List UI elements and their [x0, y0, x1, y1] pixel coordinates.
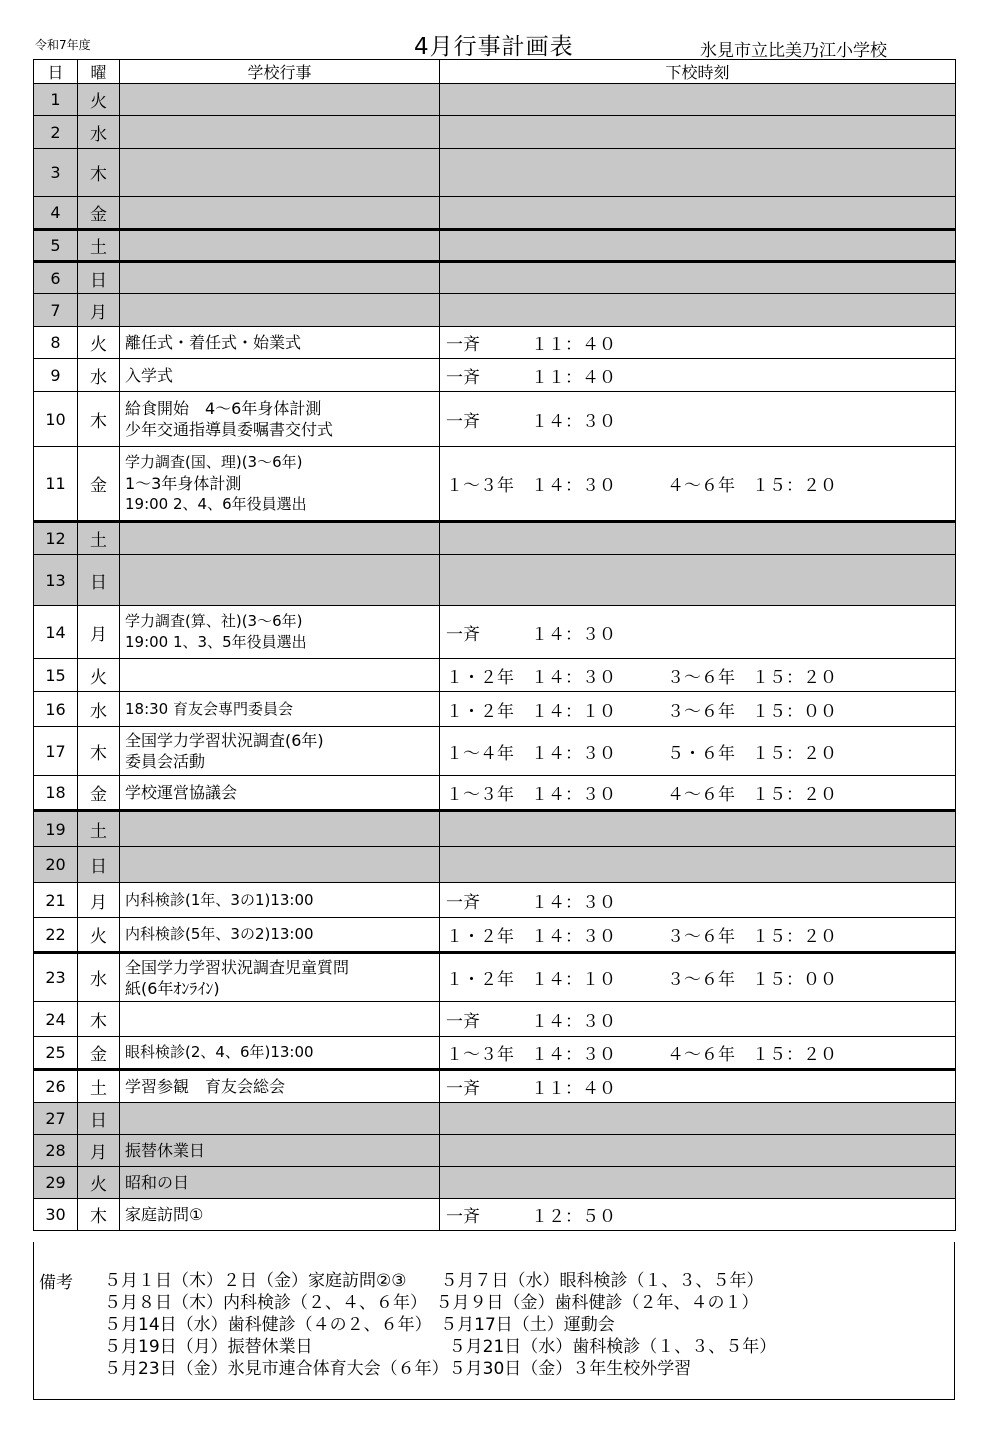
day-cell: 24 — [34, 1002, 78, 1037]
weekday-cell: 日 — [78, 555, 120, 606]
day-cell: 2 — [34, 116, 78, 149]
weekday-cell: 土 — [78, 230, 120, 262]
table-row — [34, 883, 956, 918]
day-cell: 7 — [34, 294, 78, 327]
table-row — [34, 847, 956, 883]
event-line: 18:30 育友会専門委員会 — [125, 699, 293, 718]
notes-line: ５月14日（水）歯科健診（４の２、６年） ５月17日（土）運動会 — [104, 1315, 615, 1335]
notes-line: ５月19日（月）振替休業日 ５月21日（水）歯科検診（１、３、５年） — [104, 1337, 777, 1357]
event-line: 昭和の日 — [125, 1173, 190, 1192]
table-row — [34, 1002, 956, 1037]
events-cell — [120, 1002, 440, 1037]
table-row — [34, 1135, 956, 1167]
day-cell: 30 — [34, 1199, 78, 1231]
events-cell — [120, 1037, 440, 1070]
dismissal-cell — [440, 847, 956, 883]
day-cell: 4 — [34, 197, 78, 230]
events-cell — [120, 606, 440, 659]
column-day: 日 — [34, 60, 78, 84]
day-cell: 21 — [34, 883, 78, 918]
events-cell — [120, 847, 440, 883]
events-cell — [120, 1103, 440, 1135]
event-line: 内科検診(1年、3の1)13:00 — [125, 890, 314, 909]
event-line: 19:00 2、4、6年役員選出 — [125, 495, 307, 513]
day-cell: 25 — [34, 1037, 78, 1070]
table-row — [34, 918, 956, 953]
weekday-cell: 火 — [78, 1167, 120, 1199]
dismissal-cell — [440, 84, 956, 116]
weekday-cell: 月 — [78, 606, 120, 659]
events-cell — [120, 953, 440, 1002]
dismissal-cell — [440, 262, 956, 294]
events-cell — [120, 197, 440, 230]
events-cell — [120, 1135, 440, 1167]
weekday-cell: 金 — [78, 197, 120, 230]
dismissal-cell — [440, 197, 956, 230]
dismissal-cell — [440, 149, 956, 197]
day-cell: 19 — [34, 811, 78, 847]
events-cell — [120, 1167, 440, 1199]
table-row — [34, 522, 956, 555]
table-row — [34, 727, 956, 776]
table-row — [34, 1167, 956, 1199]
day-cell: 26 — [34, 1070, 78, 1103]
table-row — [34, 327, 956, 359]
weekday-cell: 水 — [78, 953, 120, 1002]
table-row — [34, 606, 956, 659]
day-cell: 23 — [34, 953, 78, 1002]
dismissal-cell — [440, 555, 956, 606]
dismissal-cell: 一斉 １２：５０ — [440, 1199, 956, 1231]
day-cell: 13 — [34, 555, 78, 606]
dismissal-cell — [440, 1135, 956, 1167]
day-cell: 3 — [34, 149, 78, 197]
notes-label: 備考 — [39, 1273, 73, 1293]
notes-line: ５月23日（金）氷見市連合体育大会（６年）５月30日（金）３年生校外学習 — [104, 1359, 692, 1379]
table-row — [34, 776, 956, 811]
events-cell — [120, 883, 440, 918]
weekday-cell: 水 — [78, 359, 120, 392]
event-line: 紙(6年ｵﾝﾗｲﾝ) — [125, 978, 220, 998]
day-cell: 5 — [34, 230, 78, 262]
event-line: 離任式・着任式・始業式 — [125, 333, 302, 352]
page-title: 4月行事計画表 — [414, 34, 574, 60]
events-cell — [120, 327, 440, 359]
events-cell — [120, 84, 440, 116]
dismissal-cell — [440, 230, 956, 262]
events-cell — [120, 522, 440, 555]
weekday-cell: 木 — [78, 1199, 120, 1231]
table-row — [34, 84, 956, 116]
weekday-cell: 月 — [78, 1135, 120, 1167]
table-row — [34, 230, 956, 262]
day-cell: 1 — [34, 84, 78, 116]
event-line: 眼科検診(2、4、6年)13:00 — [125, 1043, 314, 1061]
table-row — [34, 692, 956, 727]
events-cell — [120, 116, 440, 149]
day-cell: 22 — [34, 918, 78, 953]
weekday-cell: 土 — [78, 811, 120, 847]
dismissal-cell: 一斉 １４：３０ — [440, 606, 956, 659]
dismissal-cell — [440, 1167, 956, 1199]
events-cell — [120, 447, 440, 522]
weekday-cell: 火 — [78, 84, 120, 116]
event-line: 給食開始 4～6年身体計測 — [125, 399, 322, 418]
events-cell — [120, 262, 440, 294]
day-cell: 18 — [34, 776, 78, 811]
schedule-table — [33, 59, 956, 1231]
dismissal-cell — [440, 1103, 956, 1135]
events-cell — [120, 727, 440, 776]
day-cell: 10 — [34, 392, 78, 447]
weekday-cell: 水 — [78, 116, 120, 149]
weekday-cell: 土 — [78, 522, 120, 555]
weekday-cell: 木 — [78, 1002, 120, 1037]
events-cell — [120, 918, 440, 953]
dismissal-cell: 一斉 １４：３０ — [440, 1002, 956, 1037]
document-header — [0, 0, 1007, 60]
event-line: 入学式 — [125, 365, 174, 385]
dismissal-cell: 一斉 １４：３０ — [440, 392, 956, 447]
table-row — [34, 149, 956, 197]
weekday-cell: 金 — [78, 776, 120, 811]
column-dismissal: 下校時刻 — [440, 60, 956, 84]
events-cell — [120, 659, 440, 692]
day-cell: 8 — [34, 327, 78, 359]
day-cell: 9 — [34, 359, 78, 392]
table-row — [34, 359, 956, 392]
table-row — [34, 197, 956, 230]
table-row — [34, 659, 956, 692]
weekday-cell: 木 — [78, 727, 120, 776]
events-cell — [120, 776, 440, 811]
event-line: 学力調査(算、社)(3～6年) — [125, 612, 303, 630]
events-cell — [120, 811, 440, 847]
day-cell: 15 — [34, 659, 78, 692]
table-row — [34, 116, 956, 149]
dismissal-cell — [440, 522, 956, 555]
table-row — [34, 555, 956, 606]
day-cell: 20 — [34, 847, 78, 883]
dismissal-cell: 一斉 １１：４０ — [440, 1070, 956, 1103]
table-row — [34, 392, 956, 447]
events-cell — [120, 149, 440, 197]
events-cell — [120, 1070, 440, 1103]
column-weekday: 曜 — [78, 60, 120, 84]
weekday-cell: 日 — [78, 262, 120, 294]
event-line: 振替休業日 — [125, 1141, 206, 1160]
dismissal-cell: １～３年 １４：３０ ４～６年 １５：２０ — [440, 447, 956, 522]
weekday-cell: 水 — [78, 692, 120, 727]
day-cell: 6 — [34, 262, 78, 294]
weekday-cell: 木 — [78, 149, 120, 197]
weekday-cell: 金 — [78, 447, 120, 522]
table-row — [34, 447, 956, 522]
table-row — [34, 1070, 956, 1103]
weekday-cell: 月 — [78, 294, 120, 327]
dismissal-cell: 一斉 １１：４０ — [440, 359, 956, 392]
event-line: 学力調査(国、理)(3～6年) — [125, 453, 303, 471]
notes-line: ５月１日（木）２日（金）家庭訪問②③ ５月７日（水）眼科検診（１、３、５年） — [104, 1271, 764, 1291]
event-line: 少年交通指導員委嘱書交付式 — [125, 420, 334, 439]
table-row — [34, 262, 956, 294]
notes-line: ５月８日（木）内科検診（２、４、６年） ５月９日（金）歯科健診（２年、４の１） — [104, 1293, 759, 1313]
table-row — [34, 1199, 956, 1231]
column-events: 学校行事 — [120, 60, 440, 84]
event-line: 学習参観 育友会総会 — [125, 1077, 286, 1096]
table-row — [34, 294, 956, 327]
day-cell: 17 — [34, 727, 78, 776]
day-cell: 27 — [34, 1103, 78, 1135]
weekday-cell: 火 — [78, 327, 120, 359]
dismissal-cell: １・２年 １４：３０ ３～６年 １５：２０ — [440, 659, 956, 692]
weekday-cell: 土 — [78, 1070, 120, 1103]
weekday-cell: 木 — [78, 392, 120, 447]
table-row — [34, 1103, 956, 1135]
event-line: 1～3年身体計測 — [125, 474, 242, 493]
dismissal-cell: 一斉 １４：３０ — [440, 883, 956, 918]
table-header-row — [34, 60, 956, 84]
events-cell — [120, 555, 440, 606]
event-line: 家庭訪問① — [125, 1205, 204, 1224]
weekday-cell: 日 — [78, 847, 120, 883]
notes-section — [33, 1242, 955, 1400]
dismissal-cell: １～３年 １４：３０ ４～６年 １５：２０ — [440, 776, 956, 811]
day-cell: 16 — [34, 692, 78, 727]
schedule-body — [34, 84, 956, 1231]
dismissal-cell — [440, 294, 956, 327]
table-row — [34, 953, 956, 1002]
day-cell: 29 — [34, 1167, 78, 1199]
dismissal-cell: １～４年 １４：３０ ５・６年 １５：２０ — [440, 727, 956, 776]
dismissal-cell — [440, 116, 956, 149]
dismissal-cell: １・２年 １４：１０ ３～６年 １５：００ — [440, 953, 956, 1002]
weekday-cell: 火 — [78, 918, 120, 953]
events-cell — [120, 294, 440, 327]
event-line: 19:00 1、3、5年役員選出 — [125, 633, 307, 651]
weekday-cell: 火 — [78, 659, 120, 692]
event-line: 委員会活動 — [125, 752, 206, 771]
weekday-cell: 日 — [78, 1103, 120, 1135]
dismissal-cell — [440, 811, 956, 847]
day-cell: 14 — [34, 606, 78, 659]
weekday-cell: 金 — [78, 1037, 120, 1070]
events-cell — [120, 392, 440, 447]
events-cell — [120, 359, 440, 392]
day-cell: 11 — [34, 447, 78, 522]
table-row — [34, 1037, 956, 1070]
day-cell: 12 — [34, 522, 78, 555]
fiscal-year: 令和7年度 — [35, 38, 91, 52]
event-line: 全国学力学習状況調査児童質問 — [125, 957, 350, 977]
events-cell — [120, 1199, 440, 1231]
dismissal-cell: １～３年 １４：３０ ４～６年 １５：２０ — [440, 1037, 956, 1070]
dismissal-cell: １・２年 １４：３０ ３～６年 １５：２０ — [440, 918, 956, 953]
events-cell — [120, 230, 440, 262]
event-line: 全国学力学習状況調査(6年) — [125, 731, 324, 750]
weekday-cell: 月 — [78, 883, 120, 918]
day-cell: 28 — [34, 1135, 78, 1167]
events-cell — [120, 692, 440, 727]
event-line: 学校運営協議会 — [125, 783, 238, 802]
school-name: 氷見市立比美乃江小学校 — [700, 41, 887, 61]
table-row — [34, 811, 956, 847]
dismissal-cell: １・２年 １４：１０ ３～６年 １５：００ — [440, 692, 956, 727]
dismissal-cell: 一斉 １１：４０ — [440, 327, 956, 359]
event-line: 内科検診(5年、3の2)13:00 — [125, 925, 314, 943]
